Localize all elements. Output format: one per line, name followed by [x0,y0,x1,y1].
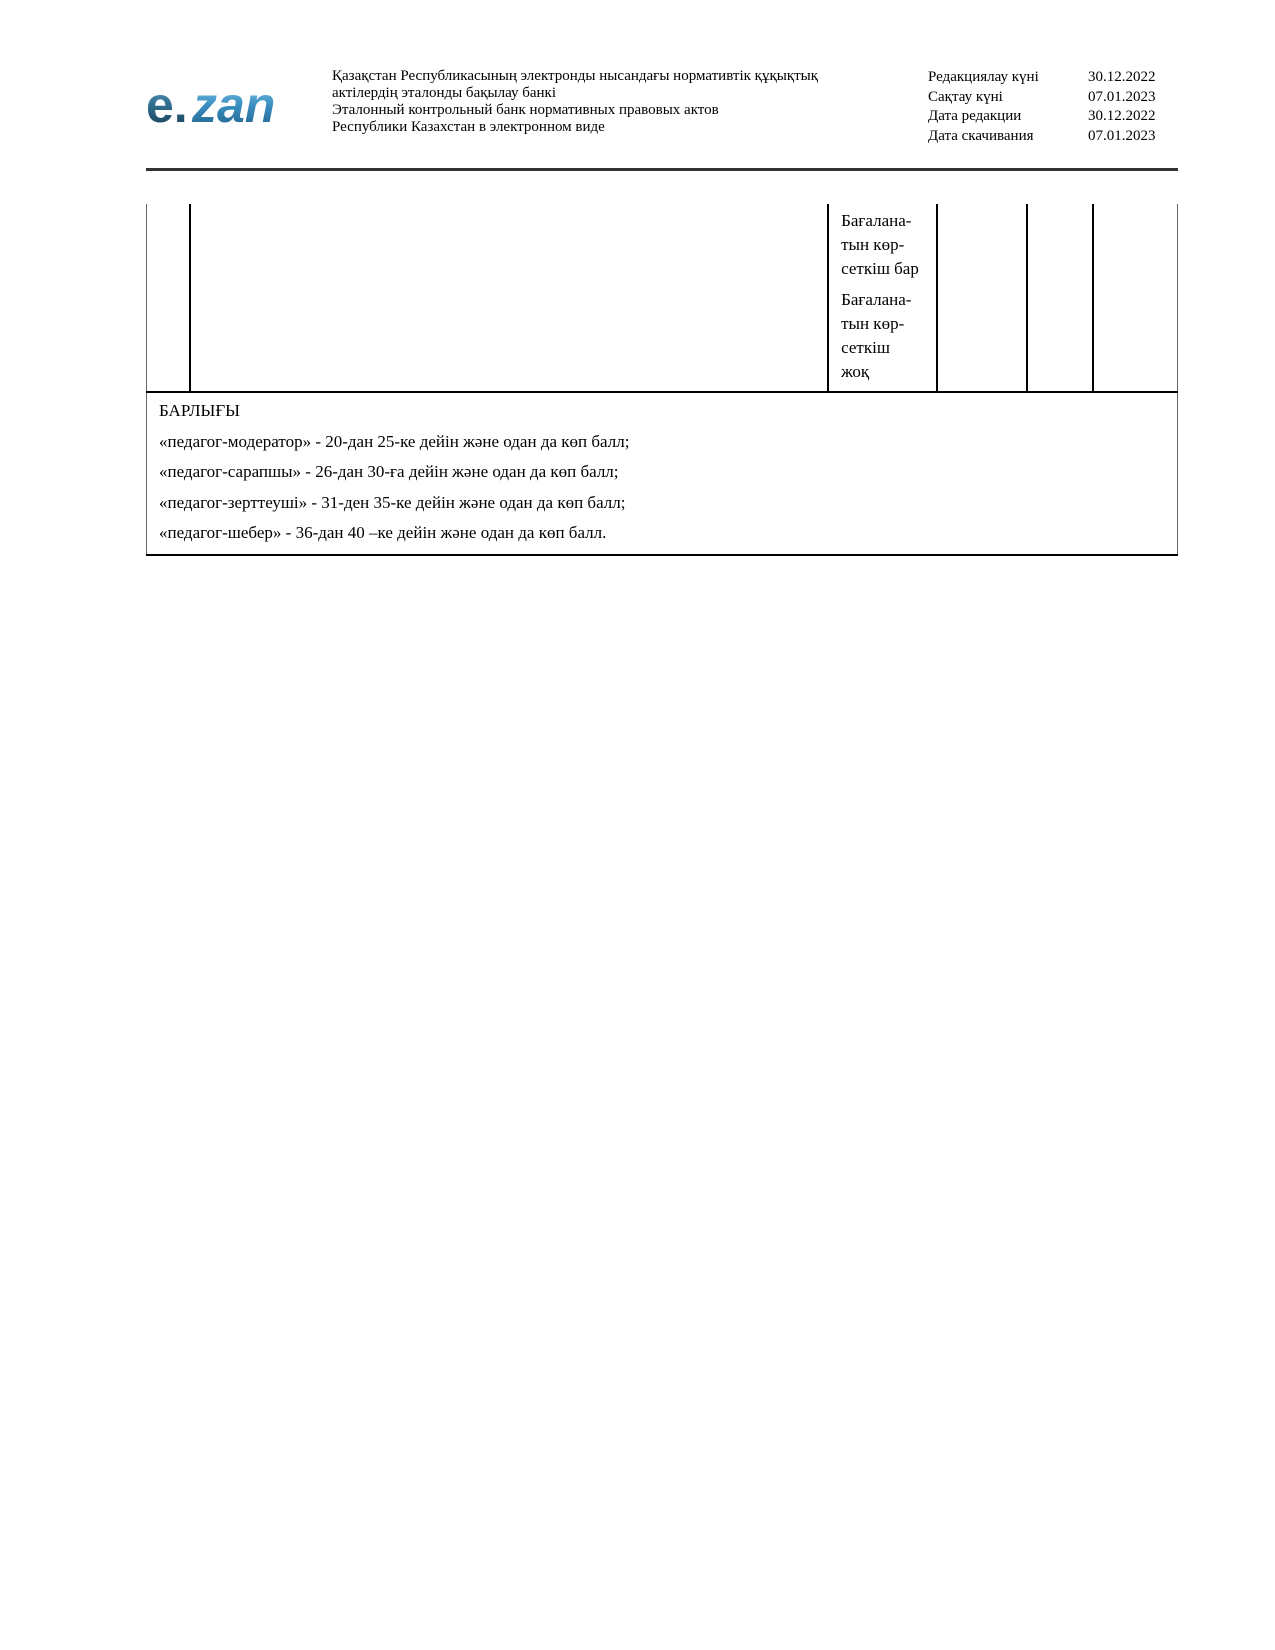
scoring-table [146,204,1178,556]
threshold-item: «педагог-модератор» - 20-дан 25-ке дейін және одан да көп балл; [159,431,630,451]
table-cell-empty [937,204,1027,392]
table-cell-empty [1093,204,1178,392]
table-cell-assessment [828,204,937,392]
ezan-logo [146,78,296,130]
meta-row [928,88,1156,108]
header-divider [146,168,1178,171]
threshold-item: «педагог-сарапшы» - 26-дан 30-ға дейін және одан да көп балл; [159,462,619,481]
table-cell-empty [1027,204,1092,392]
meta-value: 30.12.2022 [1088,108,1156,124]
document-header [146,60,1178,170]
publisher-line: Қазақстан Республикасының электронды нысандағы нормативтік құқықтық [332,68,819,84]
document-dates [928,68,1156,146]
meta-value: 07.01.2023 [1088,88,1156,105]
meta-row [928,127,1156,147]
total-label: БАРЛЫҒЫ [159,401,240,420]
assessment-absent: Бағалана- тын көр- сеткіш жоқ [841,290,912,381]
table-cell-number [147,204,190,392]
table-row [147,204,1178,392]
threshold-item: «педагог-шебер» - 36-дан 40 –ке дейін және одан да көп балл. [159,523,607,542]
meta-label: Редакциялау күні [928,69,1039,85]
meta-row [928,107,1156,127]
meta-label: Сақтау күні [928,88,1003,105]
threshold-item: «педагог-зерттеуші» - 31-ден 35-ке дейін және одан да көп балл; [159,492,626,512]
publisher-line: актілердің эталонды бақылау банкі [332,85,556,101]
table-row-total [147,392,1178,555]
svg-text:zan: zan [192,78,276,130]
table-cell-criterion [190,204,828,392]
meta-row [928,68,1156,88]
svg-text:e.: e. [146,78,188,130]
publisher-line: Эталонный контрольный банк нормативных правовых актов [332,102,719,118]
meta-value: 07.01.2023 [1088,127,1156,144]
total-cell [147,392,1178,555]
meta-label: Дата редакции [928,108,1022,124]
publisher-title [332,68,892,136]
assessment-present: Бағалана- тын көр- сеткіш бар [841,211,919,278]
meta-value: 30.12.2022 [1088,69,1156,85]
meta-label: Дата скачивания [928,127,1034,144]
publisher-line: Республики Казахстан в электронном виде [332,119,605,135]
